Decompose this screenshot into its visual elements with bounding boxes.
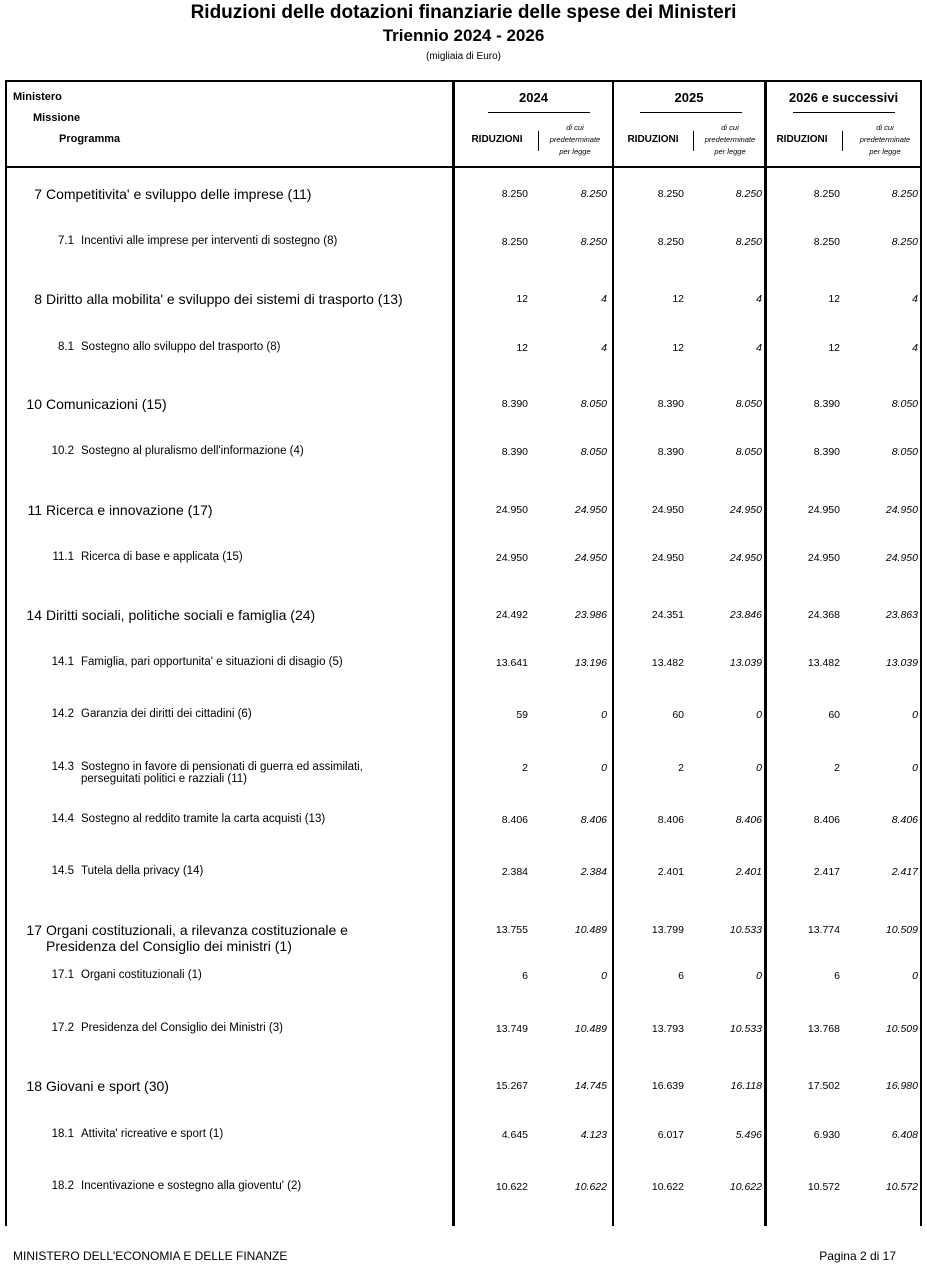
predeterminate-value: 8.250 (580, 236, 607, 248)
header-riduzioni: RIDUZIONI (471, 134, 523, 145)
header-year-2025: 2025 (674, 90, 704, 105)
header-di-cui-line: per legge (869, 147, 901, 156)
mission-code: 11 (27, 502, 42, 518)
riduzioni-value: 8.390 (813, 446, 840, 458)
riduzioni-value: 8.390 (657, 398, 684, 410)
predeterminate-value: 8.050 (891, 446, 918, 458)
mission-code: 7 (34, 186, 42, 202)
predeterminate-value: 2.417 (891, 866, 918, 878)
footer-page-number: Pagina 2 di 17 (819, 1249, 896, 1263)
predeterminate-value: 4 (601, 293, 607, 305)
mission-code: 18 (26, 1078, 42, 1094)
predeterminate-value: 10.509 (885, 1023, 918, 1035)
predeterminate-value: 10.572 (885, 1181, 918, 1193)
program-name: Sostegno al pluralismo dell'informazione (4) (81, 445, 304, 457)
predeterminate-value: 10.509 (885, 924, 918, 936)
header-riduzioni: RIDUZIONI (776, 134, 828, 145)
riduzioni-value: 12 (516, 293, 528, 305)
predeterminate-value: 10.622 (574, 1181, 607, 1193)
year-underline (640, 112, 742, 113)
program-label (40, 761, 363, 785)
predeterminate-value: 13.039 (729, 657, 762, 669)
riduzioni-value: 8.250 (501, 236, 528, 248)
mission-name: Competitivita' e sviluppo delle imprese (11) (46, 186, 312, 202)
mission-name: Diritti sociali, politiche sociali e famiglia (24) (46, 607, 316, 623)
header-riduzioni: RIDUZIONI (627, 134, 679, 145)
mission-label (16, 1078, 169, 1094)
predeterminate-value: 4 (912, 293, 918, 305)
program-name: Attivita' ricreative e sport (1) (81, 1128, 224, 1140)
program-label (40, 235, 337, 247)
predeterminate-value: 4 (756, 293, 762, 305)
program-code: 14.1 (51, 656, 74, 668)
riduzioni-value: 6 (522, 970, 528, 982)
program-label (40, 551, 243, 563)
riduzioni-value: 4.645 (501, 1129, 528, 1141)
predeterminate-value: 23.986 (574, 609, 607, 621)
program-name-continued: perseguitati politici e razziali (11) (81, 773, 247, 785)
program-code: 18.1 (51, 1128, 74, 1140)
header-di-cui (542, 122, 608, 158)
mission-name-continued: Presidenza del Consiglio dei ministri (1) (46, 938, 292, 954)
program-name: Organi costituzionali (1) (81, 969, 202, 981)
riduzioni-value: 8.250 (657, 236, 684, 248)
predeterminate-value: 4.123 (580, 1129, 607, 1141)
header-separator (693, 131, 694, 151)
program-name: Incentivi alle imprese per interventi di sostegno (8) (81, 235, 338, 247)
predeterminate-value: 10.489 (574, 1023, 607, 1035)
header-di-cui-line: predeterminate (859, 135, 911, 144)
program-code: 14.2 (51, 708, 74, 720)
riduzioni-value: 60 (672, 709, 684, 721)
riduzioni-value: 24.950 (651, 504, 684, 516)
predeterminate-value: 8.050 (735, 398, 762, 410)
predeterminate-value: 8.050 (735, 446, 762, 458)
riduzioni-value: 8.250 (813, 188, 840, 200)
mission-label (16, 396, 167, 412)
program-code: 8.1 (58, 341, 74, 353)
riduzioni-value: 2.401 (657, 866, 684, 878)
program-name: Ricerca di base e applicata (15) (81, 551, 243, 563)
predeterminate-value: 10.622 (729, 1181, 762, 1193)
header-di-cui-line: per legge (559, 147, 591, 156)
predeterminate-value: 24.950 (729, 504, 762, 516)
document-title: Riduzioni delle dotazioni finanziarie delle spese dei Ministeri (190, 2, 737, 23)
predeterminate-value: 8.250 (891, 188, 918, 200)
header-year-2024: 2024 (519, 90, 548, 105)
riduzioni-value: 2.384 (501, 866, 528, 878)
program-code: 17.2 (51, 1022, 74, 1034)
program-label (40, 708, 252, 720)
riduzioni-value: 8.390 (501, 398, 528, 410)
riduzioni-value: 59 (516, 709, 528, 721)
predeterminate-value: 0 (756, 970, 762, 982)
predeterminate-value: 8.050 (891, 398, 918, 410)
riduzioni-value: 24.950 (495, 504, 528, 516)
program-code: 14.3 (51, 761, 74, 773)
riduzioni-value: 8.250 (657, 188, 684, 200)
program-label (40, 865, 203, 877)
predeterminate-value: 8.250 (580, 188, 607, 200)
riduzioni-value: 12 (672, 342, 684, 354)
predeterminate-value: 0 (912, 709, 918, 721)
predeterminate-value: 10.489 (574, 924, 607, 936)
mission-label (16, 922, 348, 954)
riduzioni-value: 13.482 (651, 657, 684, 669)
predeterminate-value: 13.196 (574, 657, 607, 669)
predeterminate-value: 16.980 (885, 1080, 918, 1092)
riduzioni-value: 24.351 (651, 609, 684, 621)
riduzioni-value: 13.755 (495, 924, 528, 936)
mission-label (16, 291, 403, 307)
predeterminate-value: 24.950 (885, 552, 918, 564)
mission-label (16, 502, 213, 518)
predeterminate-value: 23.846 (729, 609, 762, 621)
predeterminate-value: 14.745 (574, 1080, 607, 1092)
riduzioni-value: 6 (834, 970, 840, 982)
program-label (40, 1180, 301, 1192)
riduzioni-value: 2 (834, 762, 840, 774)
document-subtitle: Triennio 2024 - 2026 (382, 26, 545, 45)
mission-name: Diritto alla mobilita' e sviluppo dei sistemi di trasporto (13) (46, 291, 403, 307)
footer-ministry: MINISTERO DELL'ECONOMIA E DELLE FINANZE (13, 1249, 288, 1263)
header-separator (842, 131, 843, 151)
riduzioni-value: 8.406 (501, 814, 528, 826)
riduzioni-value: 10.622 (651, 1181, 684, 1193)
program-label (40, 341, 280, 353)
header-programma: Programma (59, 133, 121, 145)
predeterminate-value: 2.384 (580, 866, 607, 878)
predeterminate-value: 0 (912, 970, 918, 982)
predeterminate-value: 0 (912, 762, 918, 774)
program-code: 18.2 (51, 1180, 74, 1192)
predeterminate-value: 8.250 (735, 236, 762, 248)
predeterminate-value: 24.950 (574, 552, 607, 564)
riduzioni-value: 2 (522, 762, 528, 774)
riduzioni-value: 17.502 (807, 1080, 840, 1092)
program-name: Incentivazione e sostegno alla gioventu' (2) (81, 1180, 302, 1192)
program-name: Sostegno allo sviluppo del trasporto (8) (81, 341, 281, 353)
mission-code: 8 (34, 291, 42, 307)
riduzioni-value: 8.250 (813, 236, 840, 248)
predeterminate-value: 13.039 (885, 657, 918, 669)
header-di-cui-line: di cui (876, 123, 894, 132)
program-name: Famiglia, pari opportunita' e situazioni di disagio (5) (81, 656, 343, 668)
table-right-border (920, 80, 922, 1226)
riduzioni-value: 13.799 (651, 924, 684, 936)
riduzioni-value: 10.622 (495, 1181, 528, 1193)
predeterminate-value: 24.950 (729, 552, 762, 564)
riduzioni-value: 6 (678, 970, 684, 982)
program-label (40, 813, 325, 825)
header-di-cui (852, 122, 918, 158)
mission-name: Giovani e sport (30) (46, 1078, 169, 1094)
header-di-cui-line: di cui (566, 123, 584, 132)
mission-label (16, 186, 311, 202)
predeterminate-value: 8.406 (891, 814, 918, 826)
predeterminate-value: 8.250 (891, 236, 918, 248)
predeterminate-value: 10.533 (729, 1023, 762, 1035)
header-di-cui-line: per legge (714, 147, 746, 156)
mission-name: Organi costituzionali, a rilevanza costituzionale e (46, 922, 348, 938)
riduzioni-value: 13.482 (807, 657, 840, 669)
program-name: Sostegno in favore di pensionati di guerra ed assimilati, (81, 761, 363, 773)
riduzioni-value: 8.406 (813, 814, 840, 826)
column-divider (612, 80, 614, 1226)
predeterminate-value: 4 (756, 342, 762, 354)
table-header-bottom-border (5, 166, 922, 168)
mission-code: 17 (26, 922, 42, 938)
riduzioni-value: 24.368 (807, 609, 840, 621)
riduzioni-value: 24.492 (495, 609, 528, 621)
program-code: 14.4 (51, 813, 74, 825)
program-code: 10.2 (51, 445, 74, 457)
riduzioni-value: 60 (828, 709, 840, 721)
predeterminate-value: 4 (601, 342, 607, 354)
riduzioni-value: 8.390 (813, 398, 840, 410)
predeterminate-value: 2.401 (735, 866, 762, 878)
riduzioni-value: 6.930 (813, 1129, 840, 1141)
header-di-cui-line: predeterminate (704, 135, 756, 144)
predeterminate-value: 24.950 (574, 504, 607, 516)
riduzioni-value: 16.639 (651, 1080, 684, 1092)
riduzioni-value: 24.950 (495, 552, 528, 564)
header-di-cui (697, 122, 763, 158)
header-missione: Missione (33, 112, 81, 124)
predeterminate-value: 23.863 (885, 609, 918, 621)
riduzioni-value: 13.641 (495, 657, 528, 669)
riduzioni-value: 8.406 (657, 814, 684, 826)
mission-name: Comunicazioni (15) (46, 396, 167, 412)
predeterminate-value: 5.496 (735, 1129, 762, 1141)
year-underline (793, 112, 895, 113)
riduzioni-value: 24.950 (807, 552, 840, 564)
program-label (40, 1128, 223, 1140)
riduzioni-value: 8.390 (657, 446, 684, 458)
mission-label (16, 607, 315, 623)
riduzioni-value: 6.017 (657, 1129, 684, 1141)
program-label (40, 969, 202, 981)
year-underline (488, 112, 590, 113)
mission-code: 10 (26, 396, 42, 412)
riduzioni-value: 13.768 (807, 1023, 840, 1035)
program-name: Garanzia dei diritti dei cittadini (6) (81, 708, 252, 720)
predeterminate-value: 6.408 (891, 1129, 918, 1141)
predeterminate-value: 8.250 (735, 188, 762, 200)
predeterminate-value: 0 (601, 709, 607, 721)
program-name: Tutela della privacy (14) (81, 865, 204, 877)
predeterminate-value: 16.118 (730, 1080, 762, 1092)
column-divider (452, 80, 455, 1226)
header-ministero: Ministero (13, 91, 62, 103)
program-name: Sostegno al reddito tramite la carta acquisti (13) (81, 813, 326, 825)
riduzioni-value: 24.950 (807, 504, 840, 516)
predeterminate-value: 0 (601, 762, 607, 774)
predeterminate-value: 0 (756, 709, 762, 721)
predeterminate-value: 8.050 (580, 446, 607, 458)
column-divider (764, 80, 767, 1226)
program-name: Presidenza del Consiglio dei Ministri (3) (81, 1022, 283, 1034)
predeterminate-value: 8.406 (735, 814, 762, 826)
riduzioni-value: 10.572 (807, 1181, 840, 1193)
header-separator (538, 131, 539, 151)
mission-code: 14 (26, 607, 42, 623)
mission-name: Ricerca e innovazione (17) (46, 502, 213, 518)
riduzioni-value: 12 (828, 293, 840, 305)
unit-note: (migliaia di Euro) (425, 51, 502, 62)
table-top-border (5, 80, 922, 82)
program-code: 17.1 (51, 969, 74, 981)
header-di-cui-line: di cui (721, 123, 739, 132)
predeterminate-value: 8.406 (580, 814, 607, 826)
predeterminate-value: 0 (601, 970, 607, 982)
riduzioni-value: 8.390 (501, 446, 528, 458)
riduzioni-value: 15.267 (495, 1080, 528, 1092)
riduzioni-value: 13.793 (651, 1023, 684, 1035)
predeterminate-value: 24.950 (885, 504, 918, 516)
riduzioni-value: 24.950 (651, 552, 684, 564)
header-year-2026: 2026 e successivi (788, 90, 899, 105)
riduzioni-value: 13.774 (807, 924, 840, 936)
riduzioni-value: 2.417 (813, 866, 840, 878)
predeterminate-value: 4 (912, 342, 918, 354)
riduzioni-value: 2 (678, 762, 684, 774)
table-left-border (5, 80, 7, 1226)
riduzioni-value: 12 (828, 342, 840, 354)
predeterminate-value: 8.050 (580, 398, 607, 410)
header-di-cui-line: predeterminate (549, 135, 601, 144)
program-code: 11.1 (52, 551, 74, 563)
riduzioni-value: 8.250 (501, 188, 528, 200)
program-label (40, 1022, 283, 1034)
program-code: 7.1 (58, 235, 74, 247)
program-code: 14.5 (51, 865, 74, 877)
riduzioni-value: 13.749 (495, 1023, 528, 1035)
program-label (40, 445, 304, 457)
program-label (40, 656, 343, 668)
predeterminate-value: 10.533 (729, 924, 762, 936)
riduzioni-value: 12 (672, 293, 684, 305)
riduzioni-value: 12 (516, 342, 528, 354)
predeterminate-value: 0 (756, 762, 762, 774)
